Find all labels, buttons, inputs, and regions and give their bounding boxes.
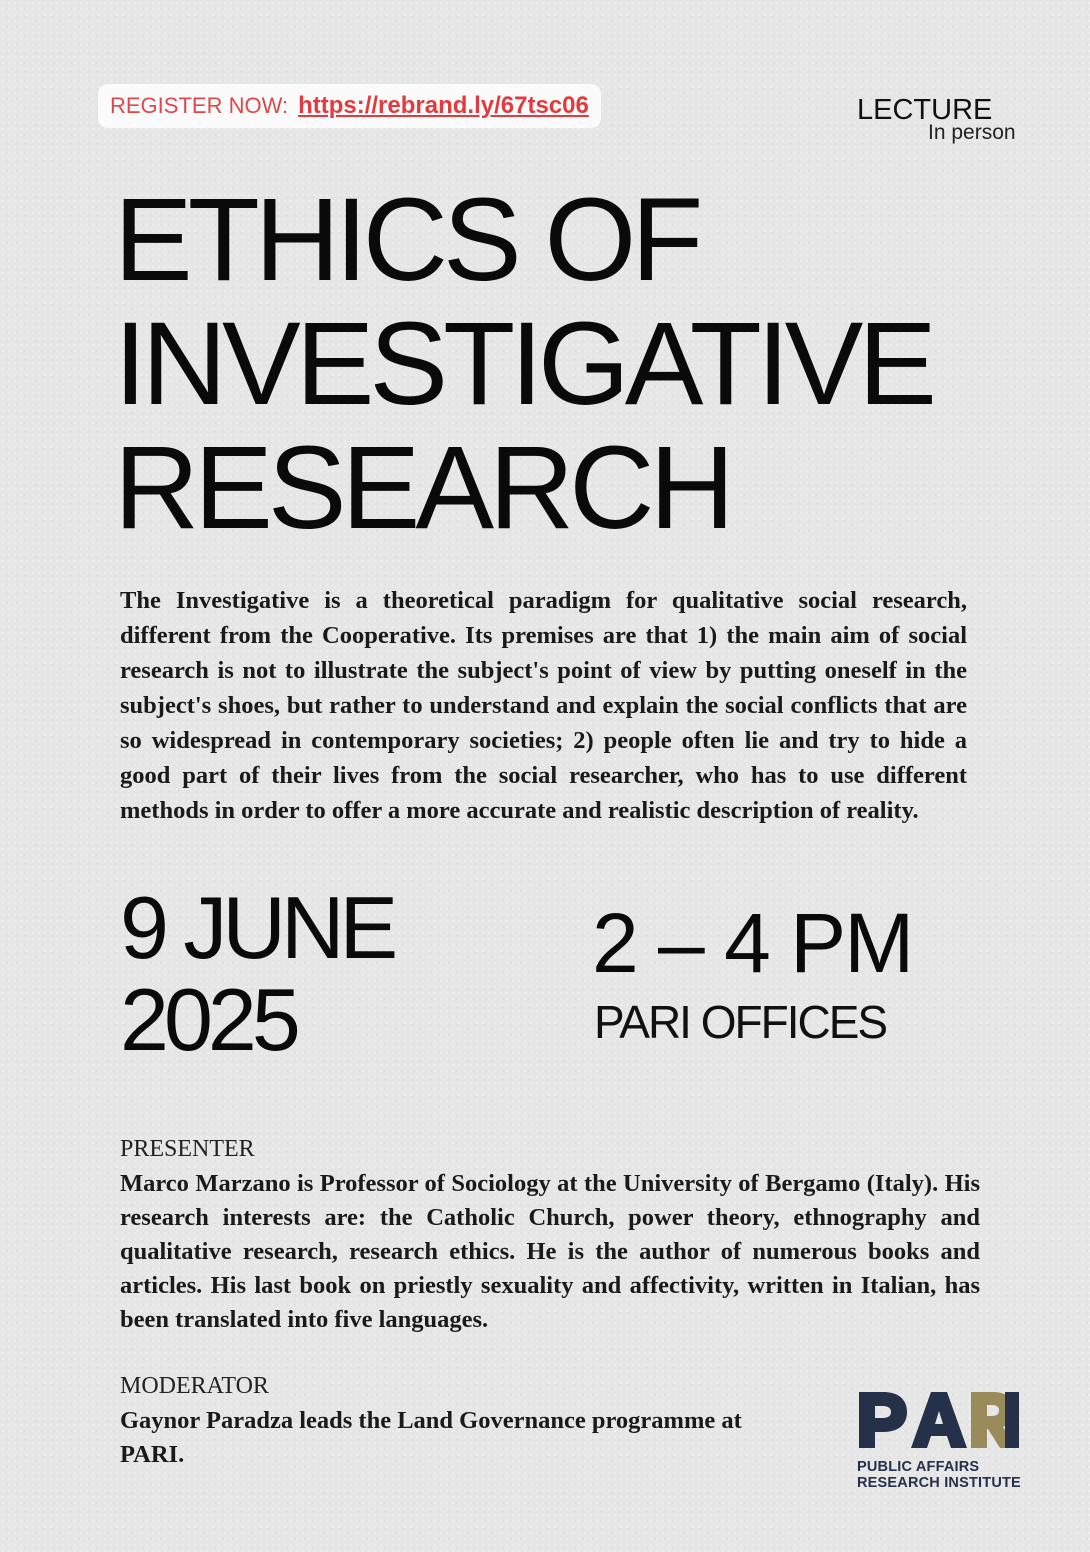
date-year: 2025 bbox=[120, 970, 296, 1069]
event-description: The Investigative is a theoretical paradigm for qualitative social research, different from the Cooperative. Its premises are that 1) the main aim of social research is not to illustrate the subject's point of view by putting oneself in the subject's shoes, but rather to understand and explain the social conflicts that are so widespread in contemporary societies; 2) people often lie and try to hide a good part of their lives from the social researcher, who has to use different methods in order to offer a more accurate and realistic description of reality. bbox=[120, 587, 967, 824]
title-line-2: INVESTIGATIVE bbox=[114, 298, 932, 430]
register-label: REGISTER NOW: bbox=[110, 93, 289, 118]
presenter-bio: Marco Marzano is Professor of Sociology at the University of Bergamo (Italy). His research interests are: the Catholic Church, power theory, ethnography and qualitative research, research ethics. He is the author of numerous books and articles. His last book on priestly sexuality and affectivity, written in Italian, has been translated into five languages. bbox=[120, 1170, 980, 1333]
title-line-1: ETHICS OF bbox=[114, 174, 699, 306]
event-type: LECTURE bbox=[857, 94, 993, 126]
moderator-bio: Gaynor Paradza leads the Land Governance programme at PARI. bbox=[120, 1407, 742, 1468]
event-mode: In person bbox=[928, 121, 1016, 144]
register-link[interactable]: https://rebrand.ly/67tsc06 bbox=[298, 92, 589, 119]
page-title bbox=[114, 174, 932, 554]
date-day-month: 9 JUNE bbox=[120, 878, 394, 977]
logo-line-1: PUBLIC AFFAIRS bbox=[857, 1459, 980, 1475]
logo-tagline bbox=[857, 1459, 1021, 1491]
event-date bbox=[120, 878, 394, 1069]
moderator-heading: MODERATOR bbox=[120, 1373, 269, 1399]
title-line-3: RESEARCH bbox=[114, 422, 730, 554]
presenter-heading: PRESENTER bbox=[120, 1136, 255, 1162]
logo-line-2: RESEARCH INSTITUTE bbox=[857, 1475, 1021, 1491]
register-banner bbox=[98, 84, 601, 128]
event-venue: PARI OFFICES bbox=[594, 996, 887, 1048]
event-time: 2 – 4 PM bbox=[592, 896, 913, 990]
